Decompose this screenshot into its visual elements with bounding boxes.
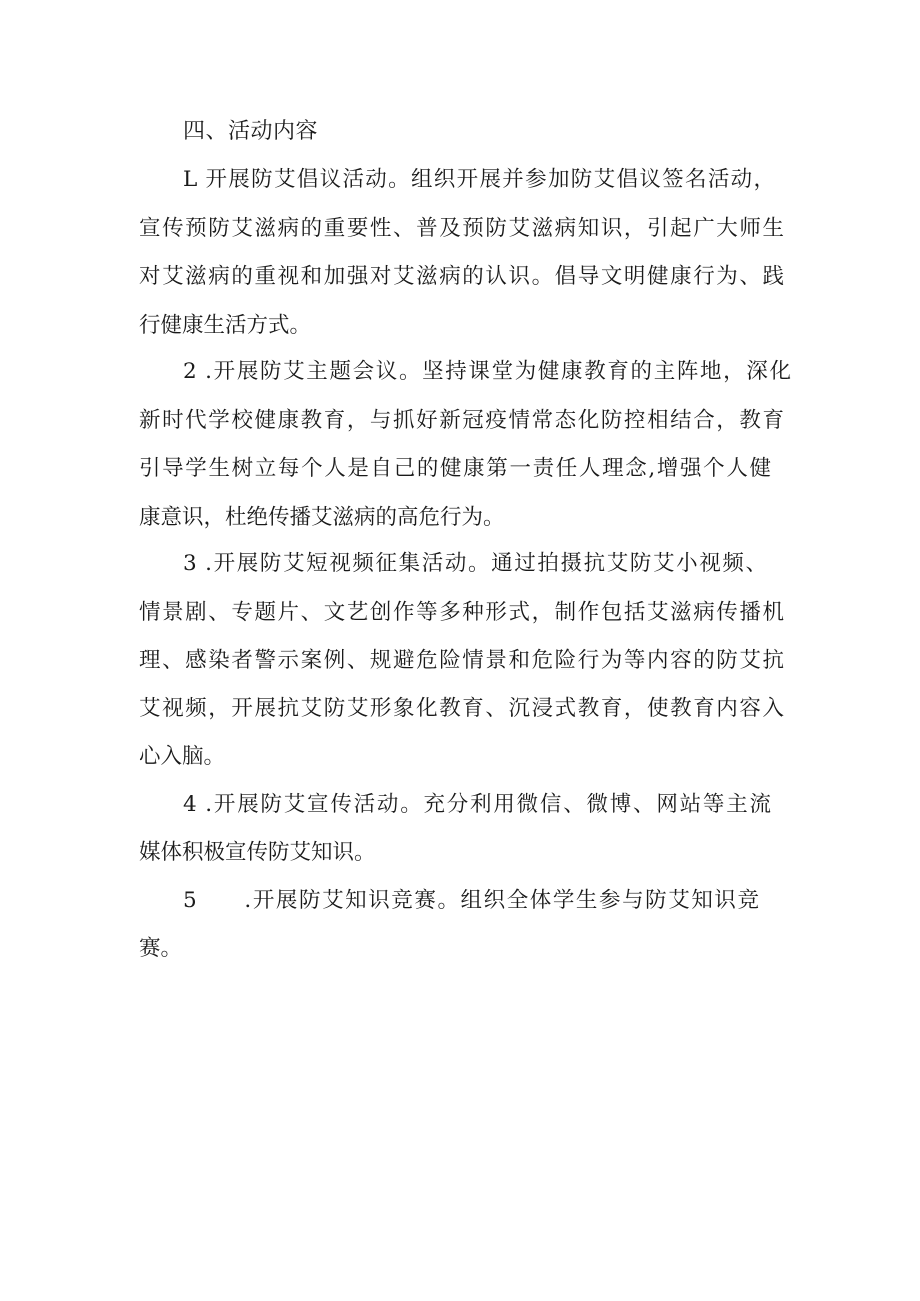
item-1-line-4: 行健康生活方式。 (139, 313, 312, 338)
item-3-line-1: 3 .开展防艾短视频征集活动。通过拍摄抗艾防艾小视频、 (183, 551, 767, 576)
item-3-line-5: 心入脑。 (139, 744, 226, 769)
item-2-line-3: 引导学生树立每个人是自己的健康第一责任人理念,增强个人健 (139, 456, 771, 481)
section-heading: 四、活动内容 (183, 119, 319, 144)
item-1-line-1: L 开展防艾倡议活动。组织开展并参加防艾倡议签名活动， (183, 167, 775, 192)
item-4-line-2: 媒体积极宣传防艾知识。 (139, 840, 376, 865)
item-5-line-1: 5 .开展防艾知识竞赛。组织全体学生参与防艾知识竞 (183, 888, 759, 913)
item-4-line-1: 4 .开展防艾宣传活动。充分利用微信、微博、网站等主流 (183, 792, 771, 817)
item-2-line-4: 康意识，杜绝传播艾滋病的高危行为。 (139, 505, 505, 530)
item-3-line-4: 艾视频，开展抗艾防艾形象化教育、沉浸式教育，使教育内容入 (139, 696, 784, 721)
item-2-line-2: 新时代学校健康教育，与抓好新冠疫情常态化防控相结合，教育 (139, 408, 784, 433)
item-1-line-2: 宣传预防艾滋病的重要性、普及预防艾滋病知识，引起广大师生 (139, 216, 784, 241)
item-2-line-1: 2 .开展防艾主题会议。坚持课堂为健康教育的主阵地，深化 (183, 359, 791, 384)
item-3-line-3: 理、感染者警示案例、规避危险情景和危险行为等内容的防艾抗 (139, 648, 784, 673)
item-1-line-3: 对艾滋病的重视和加强对艾滋病的认识。倡导文明健康行为、践 (139, 264, 784, 289)
item-3-line-2: 情景剧、专题片、文艺创作等多种形式，制作包括艾滋病传播机 (139, 600, 784, 625)
item-5-line-2: 赛。 (139, 936, 183, 961)
